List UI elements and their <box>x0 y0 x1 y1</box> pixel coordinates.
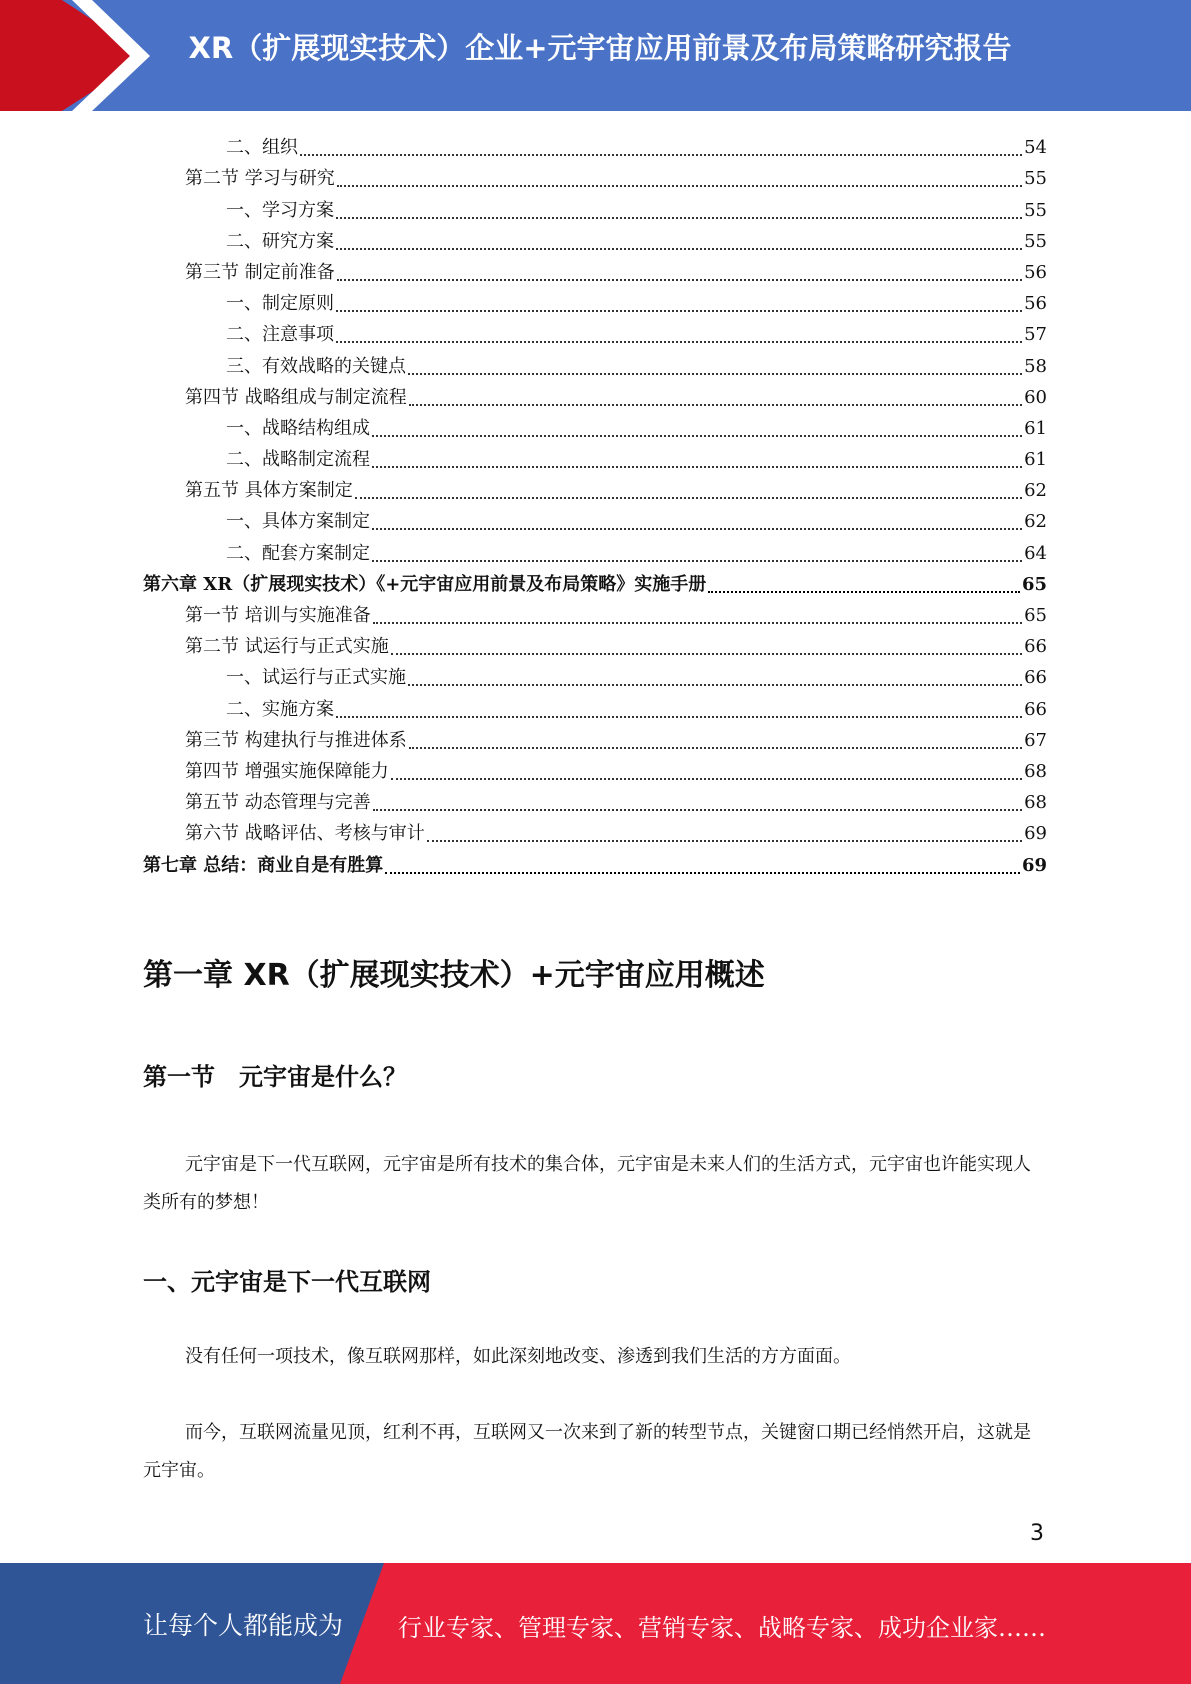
toc-entry-title: 第二节 试运行与正式实施 <box>185 636 389 658</box>
toc-entry-title: 第三节 构建执行与推进体系 <box>185 729 407 751</box>
toc-entry-title: 一、试运行与正式实施 <box>226 667 406 689</box>
toc-dot-leader <box>409 403 1022 406</box>
toc-entry-title: 第一节 培训与实施准备 <box>185 605 371 626</box>
toc-entry-page: 68 <box>1024 760 1047 782</box>
toc-dot-leader <box>336 216 1022 219</box>
toc-dot-leader <box>372 527 1022 530</box>
toc-entry-title: 三、有效战略的关键点 <box>226 355 406 377</box>
toc-entry-title: 一、制定原则 <box>226 293 334 315</box>
toc-entry-page: 65 <box>1021 573 1047 595</box>
toc-entry[interactable] <box>143 597 1047 628</box>
toc-dot-leader <box>337 184 1022 187</box>
toc-entry-page: 61 <box>1024 449 1047 471</box>
page-header <box>0 0 1191 111</box>
toc-entry-title: 二、组织 <box>226 137 298 159</box>
toc-entry-page: 67 <box>1024 729 1047 751</box>
table-of-contents <box>143 129 1047 878</box>
page-number: 3 <box>1030 1521 1044 1546</box>
toc-entry-title: 二、配套方案制定 <box>226 542 370 564</box>
toc-entry-title: 第六章 XR（扩展现实技术）《+元宇宙应用前景及布局策略》实施手册 <box>143 573 707 595</box>
toc-entry-title: 第二节 学习与研究 <box>185 168 335 190</box>
toc-entry-page: 65 <box>1024 605 1047 626</box>
toc-entry-page: 60 <box>1024 386 1047 408</box>
toc-entry[interactable] <box>143 784 1047 815</box>
toc-entry-title: 一、学习方案 <box>226 199 334 221</box>
toc-dot-leader <box>373 621 1022 624</box>
paragraph: 元宇宙是下一代互联网，元宇宙是所有技术的集合体，元宇宙是未来人们的生活方式，元宇宙也许能实现人类所有的梦想！ <box>143 1154 1031 1213</box>
toc-entry-title: 一、具体方案制定 <box>226 511 370 533</box>
toc-entry-page: 57 <box>1024 324 1047 346</box>
toc-entry-page: 62 <box>1024 511 1047 533</box>
subsection-heading: 一、元宇宙是下一代互联网 <box>143 1268 431 1296</box>
toc-entry-page: 55 <box>1024 199 1047 221</box>
toc-entry-title: 第六节 战略评估、考核与审计 <box>185 823 425 845</box>
toc-entry-title: 二、研究方案 <box>226 230 334 252</box>
toc-dot-leader <box>708 590 1020 593</box>
toc-dot-leader <box>355 496 1022 499</box>
toc-dot-leader <box>300 153 1022 156</box>
toc-entry-page: 66 <box>1024 667 1047 689</box>
toc-dot-leader <box>408 683 1022 686</box>
toc-entry-title: 第四节 战略组成与制定流程 <box>185 386 407 408</box>
toc-entry-title: 二、注意事项 <box>226 324 334 346</box>
page-footer <box>0 1563 1191 1684</box>
toc-dot-leader <box>385 871 1020 874</box>
toc-entry[interactable] <box>143 254 1047 285</box>
footer-slogan: 让每个人都能成为 <box>143 1611 344 1640</box>
toc-entry-title: 一、战略结构组成 <box>226 417 370 439</box>
toc-entry[interactable] <box>143 285 1047 316</box>
chapter-heading: 第一章 XR（扩展现实技术）+元宇宙应用概述 <box>143 958 765 993</box>
toc-entry-page: 56 <box>1024 261 1047 283</box>
toc-entry[interactable] <box>143 379 1047 410</box>
toc-entry[interactable] <box>143 223 1047 254</box>
toc-entry-page: 62 <box>1024 480 1047 502</box>
toc-entry[interactable] <box>143 753 1047 784</box>
toc-entry-page: 69 <box>1024 823 1047 845</box>
toc-entry-title: 第四节 增强实施保障能力 <box>185 760 389 782</box>
toc-entry[interactable] <box>143 441 1047 472</box>
toc-entry[interactable] <box>143 690 1047 721</box>
toc-dot-leader <box>336 309 1022 312</box>
toc-entry-page: 66 <box>1024 698 1047 720</box>
toc-dot-leader <box>372 434 1022 437</box>
toc-dot-leader <box>336 340 1022 343</box>
paragraph: 没有任何一项技术，像互联网那样，如此深刻地改变、渗透到我们生活的方方面面。 <box>185 1346 851 1367</box>
toc-entry[interactable] <box>143 129 1047 160</box>
toc-dot-leader <box>408 372 1022 375</box>
toc-entry[interactable] <box>143 534 1047 565</box>
toc-entry[interactable] <box>143 410 1047 441</box>
toc-entry-title: 第三节 制定前准备 <box>185 261 335 283</box>
toc-entry-title: 第五节 动态管理与完善 <box>185 792 371 814</box>
section-heading: 第一节 元宇宙是什么？ <box>143 1063 407 1091</box>
toc-entry[interactable] <box>143 472 1047 503</box>
toc-entry-page: 55 <box>1024 230 1047 252</box>
toc-dot-leader <box>391 652 1022 655</box>
toc-entry-page: 66 <box>1024 636 1047 658</box>
paragraph: 而今，互联网流量见顶，红利不再，互联网又一次来到了新的转型节点，关键窗口期已经悄然开启，这就是元宇宙。 <box>143 1422 1031 1481</box>
toc-entry[interactable] <box>143 503 1047 534</box>
toc-entry-page: 68 <box>1024 792 1047 814</box>
document-title: XR（扩展现实技术）企业+元宇宙应用前景及布局策略研究报告 <box>188 31 1012 65</box>
toc-entry[interactable] <box>143 815 1047 846</box>
toc-dot-leader <box>372 559 1022 562</box>
toc-entry[interactable] <box>143 347 1047 378</box>
toc-entry[interactable] <box>143 191 1047 222</box>
toc-dot-leader <box>391 777 1022 780</box>
toc-dot-leader <box>427 839 1022 842</box>
toc-dot-leader <box>409 746 1022 749</box>
toc-entry[interactable] <box>143 628 1047 659</box>
toc-entry-page: 55 <box>1024 168 1047 190</box>
toc-entry[interactable] <box>143 566 1047 597</box>
toc-dot-leader <box>336 715 1022 718</box>
footer-tagline: 行业专家、管理专家、营销专家、战略专家、成功企业家…… <box>398 1614 1046 1642</box>
toc-entry[interactable] <box>143 160 1047 191</box>
toc-entry-page: 54 <box>1024 137 1047 159</box>
toc-entry-title: 二、战略制定流程 <box>226 449 370 471</box>
toc-entry[interactable] <box>143 846 1047 877</box>
toc-entry-page: 56 <box>1024 293 1047 315</box>
toc-entry[interactable] <box>143 659 1047 690</box>
toc-entry-title: 二、实施方案 <box>226 698 334 720</box>
toc-entry-page: 61 <box>1024 417 1047 439</box>
toc-dot-leader <box>372 465 1022 468</box>
toc-entry-page: 64 <box>1024 542 1047 564</box>
toc-entry[interactable] <box>143 722 1047 753</box>
toc-dot-leader <box>337 278 1022 281</box>
toc-entry-page: 69 <box>1021 854 1047 876</box>
toc-entry-page: 58 <box>1024 355 1047 377</box>
toc-entry[interactable] <box>143 316 1047 347</box>
toc-dot-leader <box>373 808 1022 811</box>
toc-entry-title: 第七章 总结：商业自是有胜算 <box>143 854 384 876</box>
toc-dot-leader <box>336 247 1022 250</box>
toc-entry-title: 第五节 具体方案制定 <box>185 480 353 502</box>
